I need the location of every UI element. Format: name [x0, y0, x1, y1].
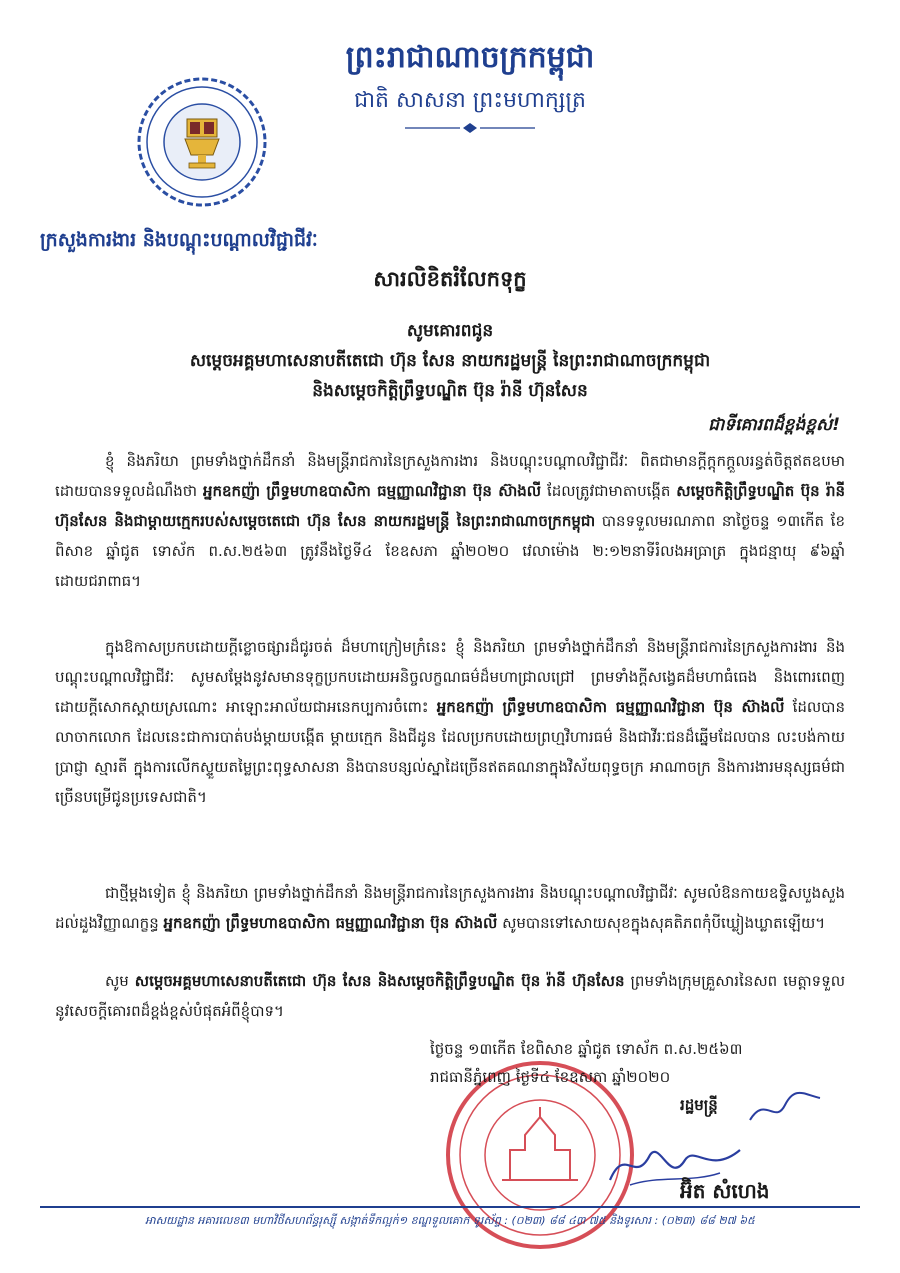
p3-deceased-name: អ្នកឧកញ៉ា ព្រឹទ្ធមហាឧបាសិកា ធម្មញ្ញាណវិជ្ជានា ប៊ុន ស៊ាងលី [163, 914, 498, 932]
p2-text-c: ដែលបានលាចាកលោក ដែលនេះជាការបាត់បង់ម្តាយបង្កើត ម្តាយក្មេក និងជីដូន ដែលប្រកបដោយព្រហ្មវិហារធម៌ និងជាវីរៈជនដ៏ឆ្នើមដែលបាន លះបង់កាយ ប្រាជ្ញា ស្មារតី ក្នុងការលើកស្ទួយតម្លៃព្រះពុទ្ធសាសនា និងបានបន្សល់ស្នាដៃច្រើនឥតគណនាក្នុងវិស័យពុទ្ធចក្រ អាណាចក្រ និងការងារមនុស្សធម៌ជាច្រើនបម្រើជូនប្រទេសជាតិ។ [55, 698, 845, 806]
signer-name: អ៊ិត សំហេង [680, 1179, 770, 1203]
p4-text-c: ព្រមទាំងក្រុមគ្រួសារនៃសព មេត្តាទទួលនូវសេចក្តីគោរពដ៏ខ្ពង់ខ្ពស់បំផុតអំពីខ្ញុំបាទ។ [55, 972, 846, 1020]
p1-text-a: ខ្ញុំ និងភរិយា ព្រមទាំងថ្នាក់ដឹកនាំ និងមន្ត្រីរាជការនៃក្រសួងការងារ និងបណ្តុះបណ្តាលវិជ្ជាជីវៈ ពិតជាមានក្តីក្តុកក្តួលរន្ធត់ចិត្តឥតឧបមា ដោយបានទទួលដំណឹងថា [55, 452, 845, 500]
ornament-divider [405, 122, 535, 134]
kingdom-heading: ព្រះរាជាណាចក្រកម្ពុជា [345, 40, 595, 75]
paragraph-1 [55, 446, 845, 596]
salutation: ជាទីគោរពដ៏ខ្ពង់ខ្ពស់! [708, 415, 840, 435]
paragraph-3 [55, 878, 845, 938]
ministry-name: ក្រសួងការងារ និងបណ្តុះបណ្តាលវិជ្ជាជីវៈ [40, 229, 318, 251]
p3-text-c: សូមបានទៅសោយសុខក្នុងសុគតិភពកុំបីឃ្លៀងឃ្លាតឡើយ។ [502, 914, 826, 932]
p3-text-a: ជាថ្មីម្តងទៀត ខ្ញុំ និងភរិយា ព្រមទាំងថ្នាក់ដឹកនាំ និងមន្ត្រីរាជការនៃក្រសួងការងារ និងបណ្តុះបណ្តាលវិជ្ជាជីវៈ សូមលំឱនកាយឧទ្ទិសបួងសួងដល់ដួងវិញ្ញាណក្ខន្ធ [55, 884, 845, 932]
p1-deceased-name: អ្នកឧកញ៉ា ព្រឹទ្ធមហាឧបាសិកា ធម្មញ្ញាណវិជ្ជានា ប៊ុន ស៊ាងលី [202, 482, 542, 500]
footer-divider [40, 1206, 860, 1208]
p1-text-e: បានទទួលមរណភាព នាថ្ងៃចន្ទ ១៣កើត ខែពិសាខ ឆ្នាំជូត ទោស័ក ព.ស.២៥៦៣ ត្រូវនឹងថ្ងៃទី៤ ខែឧសភា ឆ្នាំ២០២០ វេលាម៉ោង ២:១២នាទីរំលងអធ្រាត្រ ក្នុងជន្មាយុ ៩៦ឆ្នាំ ដោយជរាពាធ។ [55, 512, 845, 590]
p1-relations: សម្តេចកិត្តិព្រឹទ្ធបណ្ឌិត ប៊ុន រ៉ានី ហ៊ុនសែន និងជាម្តាយក្មេករបស់សម្តេចតេជោ ហ៊ុន សែន នាយករដ្ឋមន្ត្រី នៃព្រះរាជាណាចក្រកម្ពុជា [55, 482, 845, 530]
paragraph-4 [55, 966, 845, 1026]
initial-signature [745, 1090, 825, 1130]
p2-deceased-name: អ្នកឧកញ៉ា ព្រឹទ្ធមហាឧបាសិកា ធម្មញ្ញាណវិជ្ជានា ប៊ុន ស៊ាងលី [436, 698, 785, 716]
address-line-1: សូមគោរពជូន [406, 321, 494, 341]
p4-addressees: សម្តេចអគ្គមហាសេនាបតីតេជោ ហ៊ុន សែន និងសម្តេចកិត្តិព្រឹទ្ធបណ្ឌិត ប៊ុន រ៉ានី ហ៊ុនសែន [134, 972, 625, 990]
date-solar: រាជធានីភ្នំពេញ ថ្ងៃទី៤ ខែឧសភា ឆ្នាំ២០២០ [430, 1068, 671, 1086]
date-lunar: ថ្ងៃចន្ទ ១៣កើត ខែពិសាខ ឆ្នាំជូត ទោស័ក ព.ស.២៥៦៣ [430, 1040, 743, 1058]
p2-text-a: ក្នុងឱកាសប្រកបដោយក្តីខ្លោចផ្សារដ៏ជូរចត់ ដ៏មហាក្រៀមក្រំនេះ ខ្ញុំ និងភរិយា ព្រមទាំងថ្នាក់ដឹកនាំ និងមន្ត្រីរាជការនៃក្រសួងការងារ និងបណ្តុះបណ្តាលវិជ្ជាជីវៈ សូមសម្តែងនូវសមានទុក្ខប្រកបដោយអនិច្ចលក្ខណធម៌ដ៏មហាជ្រាលជ្រៅ ព្រមទាំងក្តីសង្វេគដ៏មហាធំធេង និងពោរពេញដោយក្តីសោកស្តាយស្រណោះ អាឡោះអាល័យជាអនេកប្បការចំពោះ [55, 638, 845, 716]
p4-text-a: សូម [105, 972, 129, 990]
p1-text-c: ដែលត្រូវជាមាតាបង្កើត [546, 482, 671, 500]
footer-address: អាសយដ្ឋាន អគារលេខ៣ មហាវិថីសហព័ន្ធរុស្ស៊ី សង្កាត់ទឹកល្អក់១ ខណ្ឌទួលគោក ទូរស័ព្ទ : (០២៣) ៨៨ ៤៣ ៧៥ និងទូរសារ : (០២៣) ៨៨ ២៧ ៦៥ [145, 1214, 755, 1227]
national-motto: ជាតិ សាសនា ព្រះមហាក្សត្រ [354, 88, 586, 113]
signer-title: រដ្ឋមន្ត្រី [680, 1096, 718, 1114]
address-line-2: សម្តេចអគ្គមហាសេនាបតីតេជោ ហ៊ុន សែន នាយករដ្ឋមន្ត្រី នៃព្រះរាជាណាចក្រកម្ពុជា [189, 351, 711, 371]
address-line-3: និងសម្តេចកិត្តិព្រឹទ្ធបណ្ឌិត ប៊ុន រ៉ានី ហ៊ុនសែន [312, 381, 588, 401]
paragraph-2 [55, 632, 845, 812]
ministry-logo [135, 75, 270, 210]
document-title: សារលិខិតរំលែកទុក្ខ [373, 267, 527, 291]
